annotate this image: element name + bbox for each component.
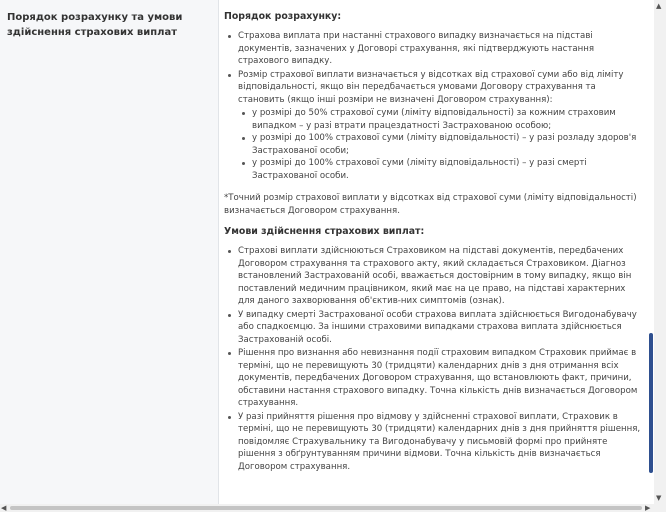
vertical-scrollbar[interactable] (654, 0, 666, 504)
list-item: Розмір страхової виплати визначається у відсотках від страхової суми або від ліміту відповідальності, якщо він передбачається умовами Договору страхування та становить (якщо інші розміри не визначені Договором страхування): у розмірі до 50% страхової суми (ліміту відповідальності) за кожним страховим випадком – у разі втрати працездатності Застрахованою особою; у розмірі до 100% страхової суми (ліміту відповідальності) – у разі розладу здоров'я Застрахованої особи; у розмірі до 100% страхової суми (ліміту відповідальності) – у разі смерті Застрахованої особи. (224, 69, 644, 183)
vertical-scroll-thumb[interactable] (649, 333, 653, 473)
calculation-list (224, 30, 644, 182)
sub-list-item: у розмірі до 100% страхової суми (ліміту відповідальності) – у разі розладу здоров'я Застрахованої особи; (238, 132, 644, 157)
list-item: Страхові виплати здійснюються Страховиком на підставі документів, передбачених Договором страхування та страхового акту, який складається Страховиком. Діагноз встановлений Застрахованій особі, вважається достовірним в тому випадку, якщо він поставлений медичним працівником, який має на це право, на підставі характерних для даного захворювання об'єктив-них симптомів (ознак). (224, 245, 644, 308)
list-item: У випадку смерті Застрахованої особи страхова виплата здійснюється Вигодонабувачу або спадкоємцю. За іншими страховими випадками страхова виплата здійснюється Застрахованій особі. (224, 309, 644, 347)
calculation-sublist (238, 107, 644, 182)
scroll-left-arrow-icon[interactable]: ◀ (1, 504, 7, 512)
scroll-right-arrow-icon[interactable]: ▶ (645, 504, 651, 512)
sub-list-item: у розмірі до 50% страхової суми (ліміту відповідальності) за кожним страховим випадком – у разі втрати працездатності Застрахованою особою; (238, 107, 644, 132)
footnote: *Точний розмір страхової виплати у відсотках від страхової суми (ліміту відповідальності) визначається Договором страхування. (224, 193, 637, 216)
label-cell (0, 0, 219, 504)
value-content (224, 10, 644, 474)
calculation-heading: Порядок розрахунку: (224, 11, 342, 22)
horizontal-scroll-thumb[interactable] (10, 506, 642, 510)
conditions-heading: Умови здійснення страхових виплат: (224, 226, 425, 237)
sub-list-item: у розмірі до 100% страхової суми (ліміту відповідальності) – у разі смерті Застрахованої особи. (238, 157, 644, 182)
row-title: Порядок розрахунку та умови здійснення страхових виплат (7, 12, 183, 38)
value-cell (219, 0, 654, 504)
scroll-up-arrow-icon[interactable]: ▲ (656, 2, 662, 10)
list-item: Страхова виплата при настанні страхового випадку визначається на підставі документів, зазначених у Договорі страхування, які підтверджують настання страхового випадку. (224, 30, 644, 68)
list-item: Рішення про визнання або невизнання події страховим випадком Страховик приймає в терміні, що не перевищують 30 (тридцяти) календарних днів з дня отримання всіх документів, передбачених Договором страхування, що встановлюють факт, причини, обставини настання страхового випадку. Точна кількість днів визначається Договором страхування. (224, 347, 644, 410)
scroll-down-arrow-icon[interactable]: ▼ (656, 494, 662, 502)
conditions-list (224, 245, 644, 473)
list-item: У разі прийняття рішення про відмову у здійсненні страхової виплати, Страховик в терміні, що не перевищують 30 (тридцяти) календарних днів з дня прийняття рішення, повідомляє Страхувальнику та Вигодонабувачу у письмовій формі про прийняте рішення з обґрунтуванням причини відмови. Точна кількість днів визначається Договором страхування. (224, 411, 644, 474)
